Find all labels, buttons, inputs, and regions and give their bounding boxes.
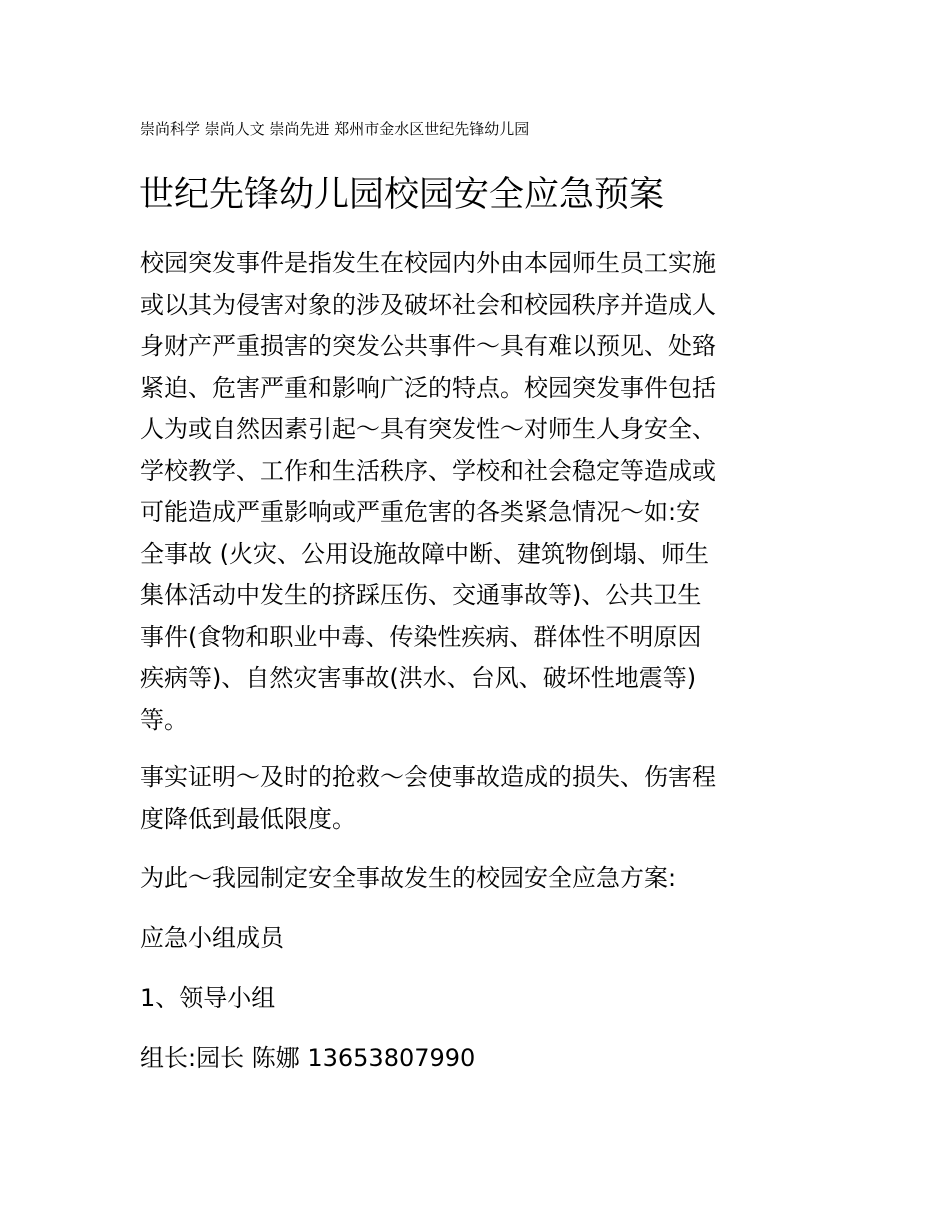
paragraph-line: 或以其为侵害对象的涉及破坏社会和校园秩序并造成人 [140, 290, 716, 319]
paragraph-line: 度降低到最低限度。 [140, 804, 356, 833]
paragraph-line: 等。 [140, 705, 188, 734]
plan-intro-paragraph: 为此～我园制定安全事故发生的校园安全应急方案: [140, 864, 677, 892]
paragraph-line: 可能造成严重影响或严重危害的各类紧急情况～如:安 [140, 498, 701, 526]
paragraph-line: 身财产严重损害的突发公共事件～具有难以预见、处臵 [140, 332, 716, 360]
paragraph-line: 全事故 (火灾、公用设施故障中断、建筑物倒塌、师生 [140, 539, 709, 568]
leader-contact-line: 组长:园长 陈娜 13653807990 [140, 1044, 476, 1072]
paragraph-line: 人为或自然因素引起～具有突发性～对师生人身安全、 [140, 415, 716, 443]
paragraph-line: 集体活动中发生的挤踩压伤、交通事故等)、公共卫生 [140, 581, 702, 609]
page-header-motto: 崇尚科学 崇尚人文 崇尚先进 郑州市金水区世纪先锋幼儿园 [140, 120, 530, 138]
paragraph-line: 校园突发事件是指发生在校园内外由本园师生员工实施 [140, 249, 716, 277]
section-heading: 应急小组成员 [140, 924, 284, 952]
document-title: 世纪先锋幼儿园校园安全应急预案 [139, 175, 665, 215]
paragraph-line: 学校教学、工作和生活秩序、学校和社会稳定等造成或 [140, 456, 716, 485]
paragraph-line: 事件(食物和职业中毒、传染性疾病、群体性不明原因 [140, 622, 702, 651]
evidence-paragraph [140, 757, 820, 840]
intro-paragraph [140, 243, 820, 741]
paragraph-line: 事实证明～及时的抢救～会使事故造成的损失、伤害程 [140, 763, 716, 791]
paragraph-line: 疾病等)、自然灾害事故(洪水、台风、破坏性地震等) [140, 664, 697, 692]
paragraph-line: 紧迫、危害严重和影响广泛的特点。校园突发事件包括 [140, 373, 716, 402]
subsection-heading: 1、领导小组 [140, 984, 276, 1012]
